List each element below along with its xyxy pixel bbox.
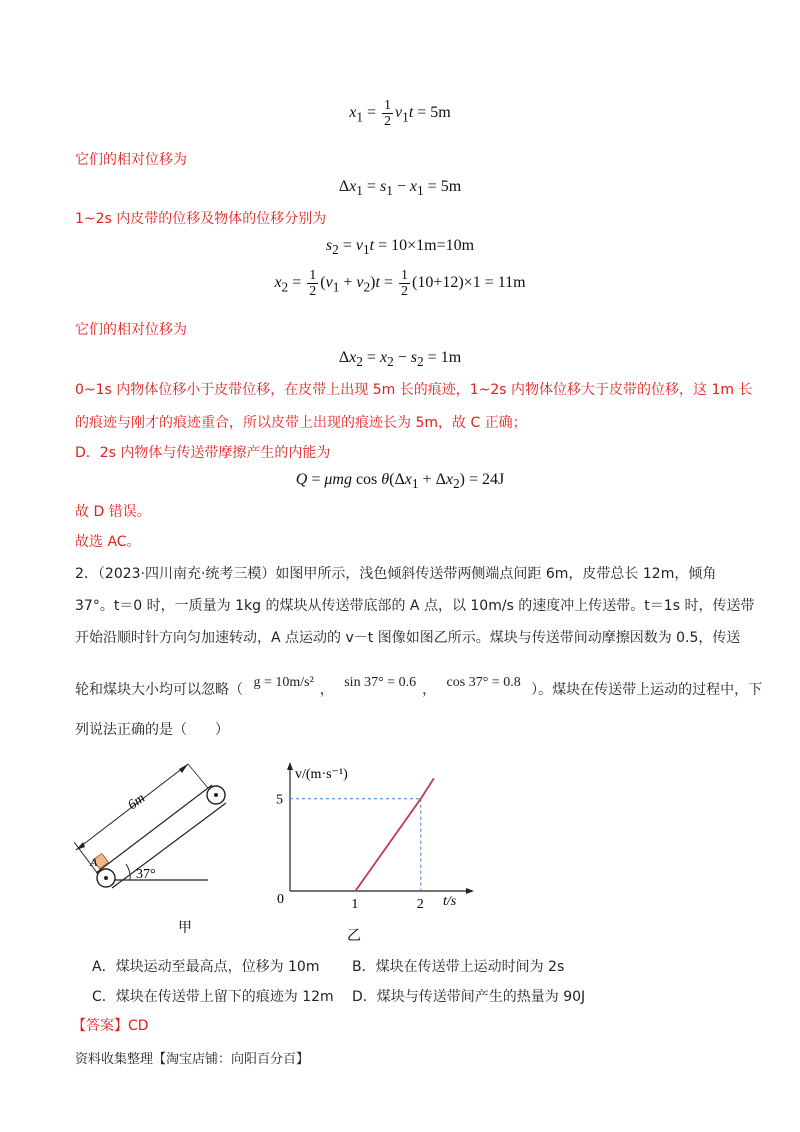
problem-text-4-start: 轮和煤块大小均可以忽略（	[75, 682, 243, 698]
dimension-extension	[188, 764, 208, 788]
option-c[interactable]: C．煤块在传送带上留下的痕迹为 12m	[92, 989, 334, 1005]
solution-text-4: 0~1s 内物体位移小于皮带位移，在皮带上出现 5m 长的痕迹，1~2s 内物体位移大于皮带的位移，这 1m 长	[75, 382, 753, 398]
top-pulley-axle	[214, 793, 218, 797]
series-line-v-t	[355, 778, 433, 891]
option-d[interactable]: D．煤块与传送带间产生的热量为 90J	[352, 989, 586, 1005]
point-a-label: A	[90, 855, 98, 869]
page-footer: 资料收集整理【淘宝店铺：向阳百分百】	[75, 1052, 310, 1067]
x-tick-label-1: 1	[351, 897, 359, 912]
equation-x2: $x_2$ = $\frac{1}{2}$ $(v_1 + v_2)t$ = $\frac{1}{2}$ (10+12)×1 = 11m	[274, 268, 526, 299]
option-b[interactable]: B．煤块在传送带上运动时间为 2s	[352, 959, 565, 975]
problem-text-3: 开始沿顺时针方向匀加速转动，A 点运动的 v－t 图像如图乙所示。煤块与传送带间动摩擦因数为 0.5，传送	[75, 630, 741, 646]
length-label: 6m	[125, 790, 149, 814]
dimension-arrow-right	[179, 764, 188, 773]
x-axis-label: t/s	[443, 894, 457, 909]
bottom-pulley-axle	[104, 876, 108, 880]
answer-value: CD	[128, 1018, 149, 1034]
problem-text-4: 轮和煤块大小均可以忽略（ g = 10m/s² ， sin 37° = 0.6 ， cos 37° = 0.8 ）。煤块在传送带上运动的过程中，下	[75, 675, 763, 698]
answer	[72, 1016, 149, 1036]
figure-yi-vt-graph	[265, 760, 485, 950]
y-axis-arrow	[287, 762, 293, 770]
solution-text-8: 故选 AC。	[75, 534, 141, 550]
equation-dx2: $\Delta x_2 = x_2 - s_2 = 1m$	[338, 349, 462, 370]
equation-s2: $s_2 = v_1t = 10\times 1m=10m$	[325, 237, 475, 258]
solution-text-7: 故 D 错误。	[75, 504, 151, 520]
problem-text-5: 列说法正确的是（ ）	[75, 722, 229, 738]
condition-g: g = 10m/s²	[253, 675, 314, 690]
equation-x1: $x_1$ = $\frac{1}{2}$ $v_1t = 5m$	[349, 98, 451, 129]
x-tick-label-2: 2	[416, 897, 424, 912]
answer-label: 【答案】	[72, 1018, 128, 1034]
solution-text-1: 它们的相对位移为	[75, 152, 187, 168]
belt-lower	[112, 803, 226, 888]
origin-label: 0	[277, 892, 284, 907]
belt-upper	[96, 785, 212, 873]
condition-cos: cos 37° = 0.8	[446, 675, 521, 690]
caption-yi: 乙	[347, 929, 361, 944]
problem-text-4-end: ）。煤块在传送带上运动的过程中，下	[531, 682, 763, 698]
condition-sin: sin 37° = 0.6	[344, 675, 417, 690]
solution-text-3: 它们的相对位移为	[75, 322, 187, 338]
solution-text-6: D．2s 内物体与传送带摩擦产生的内能为	[75, 445, 331, 461]
problem-text-2: 37°。t＝0 时，一质量为 1kg 的煤块从传送带底部的 A 点，以 10m/s 的速度冲上传送带。t＝1s 时，传送带	[75, 598, 755, 614]
y-axis-label: v/(m·s⁻¹)	[295, 767, 348, 782]
caption-jia: 甲	[178, 921, 192, 936]
y-tick-label-5: 5	[276, 792, 283, 808]
equation-q: Q = μmg $\cos \theta(\Delta x_1 + \Delta x_2) = 24J$	[295, 471, 505, 492]
figure-jia-conveyor	[60, 760, 230, 950]
x-axis-arrow	[466, 888, 474, 894]
option-a[interactable]: A．煤块运动至最高点，位移为 10m	[92, 959, 320, 975]
solution-text-2: 1~2s 内皮带的位移及物体的位移分别为	[75, 211, 327, 227]
solution-text-5: 的痕迹与刚才的痕迹重合，所以皮带上出现的痕迹长为 5m，故 C 正确；	[75, 415, 527, 431]
angle-label: 37°	[136, 867, 156, 882]
equation-dx1: $\Delta x_1 = s_1 - x_1 = 5m$	[338, 178, 462, 199]
problem-text-1: 2．（2023·四川南充·统考三模）如图甲所示，浅色倾斜传送带两侧端点间距 6m，皮带总长 12m，倾角	[75, 566, 717, 582]
